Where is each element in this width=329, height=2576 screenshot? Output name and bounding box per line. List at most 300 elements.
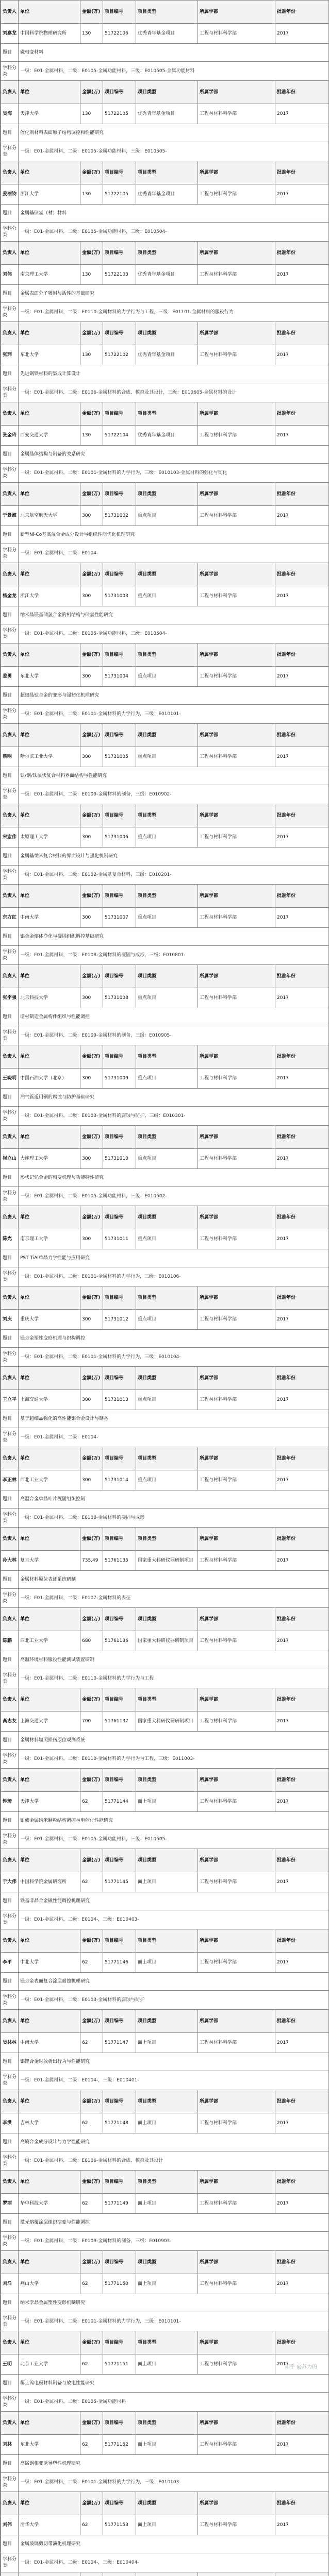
header-code <box>103 2572 136 2576</box>
header-year: 批准年份 <box>275 242 329 265</box>
discipline-label: 学科分类 <box>1 544 19 563</box>
project-title-row <box>1 124 329 142</box>
header-unit: 单位 <box>19 885 80 908</box>
project-applicant-row <box>1 1229 329 1249</box>
title-label: 题目 <box>1 848 19 866</box>
leader: 杨金龙 <box>1 586 19 606</box>
header-amount: 金额(万) <box>80 1608 103 1631</box>
header-year: 批准年份 <box>275 804 329 827</box>
amount: 300 <box>80 827 103 848</box>
department: 工程与材料科学部 <box>198 1551 275 1571</box>
header-amount: 金额(万) <box>80 1688 103 1711</box>
department: 工程与材料科学部 <box>198 1631 275 1651</box>
project-applicant-row <box>1 908 329 928</box>
amount: 300 <box>80 1149 103 1169</box>
project-title-row <box>1 2133 329 2151</box>
header-unit: 单位 <box>19 1608 80 1631</box>
header-type: 项目类型 <box>136 2412 198 2435</box>
header-leader: 负责人 <box>1 2090 19 2113</box>
project-type: 面上项目 <box>136 1953 198 1973</box>
discipline-label: 学科分类 <box>1 785 19 804</box>
project-header-row <box>1 81 329 104</box>
header-amount: 金额(万) <box>80 643 103 667</box>
year: 2017 <box>275 104 329 124</box>
project-code: 51731009 <box>103 1069 136 1089</box>
unit: 东北大学 <box>19 345 80 365</box>
header-unit: 单位 <box>19 161 80 184</box>
year: 2017 <box>275 2435 329 2455</box>
header-type: 项目类型 <box>136 804 198 827</box>
project-code: 51771148 <box>103 2113 136 2133</box>
year: 2017 <box>275 908 329 928</box>
header-unit: 单位 <box>19 1447 80 1470</box>
year: 2017 <box>275 1711 329 1732</box>
project-title-row <box>1 2053 329 2071</box>
discipline: 一级：E01-金属材料，二级：E0105-金属功能材料，三级：E010504- <box>19 223 329 242</box>
title-label: 题目 <box>1 1410 19 1428</box>
project-title-row <box>1 205 329 223</box>
header-leader <box>1 2572 19 2576</box>
header-type: 项目类型 <box>136 1608 198 1631</box>
project-type: 重点项目 <box>136 1390 198 1410</box>
title-label: 题目 <box>1 1651 19 1669</box>
project-type: 重点项目 <box>136 667 198 687</box>
header-type: 项目类型 <box>136 2251 198 2274</box>
header-unit: 单位 <box>19 804 80 827</box>
unit: 天津大学 <box>19 104 80 124</box>
discipline-label: 学科分类 <box>1 464 19 483</box>
unit: 浙江大学 <box>19 184 80 205</box>
header-amount: 金额(万) <box>80 402 103 426</box>
project-type: 国家重大科研仪器研制项目 <box>136 1711 198 1732</box>
project-applicant-row <box>1 1069 329 1089</box>
header-amount: 金额(万) <box>80 1849 103 1872</box>
department: 工程与材料科学部 <box>198 908 275 928</box>
discipline: 一级：E01-金属材料，二级：E0104-，三级：E010401- <box>19 2071 329 2090</box>
amount: 62 <box>80 2435 103 2455</box>
discipline-label: 学科分类 <box>1 2232 19 2251</box>
department: 工程与材料科学部 <box>198 747 275 767</box>
project-title: 高温合金单晶叶片凝固组织控制 <box>19 1490 329 1509</box>
header-type: 项目类型 <box>136 1126 198 1149</box>
project-applicant-row <box>1 1792 329 1812</box>
discipline: 一级：E01-金属材料，二级：E0110-金属材料的力学行为与工程，三级：E01101-金属材料的服役行为 <box>19 303 329 322</box>
amount: 130 <box>80 24 103 44</box>
project-title: 铁基非晶合金磁性能调控机理研究 <box>19 1892 329 1910</box>
watermark: 知乎 @苏力的 <box>285 2362 317 2370</box>
amount: 62 <box>80 2274 103 2294</box>
header-amount: 金额(万) <box>80 563 103 586</box>
project-type: 面上项目 <box>136 1792 198 1812</box>
project-applicant-row <box>1 184 329 205</box>
header-dept: 所属学部 <box>198 1608 275 1631</box>
project-header-row <box>1 2171 329 2194</box>
project-title: 金属晶体结构与制备的关系研究 <box>19 446 329 464</box>
unit: 中国石油大学（北京） <box>19 1069 80 1089</box>
header-amount: 金额(万) <box>80 81 103 104</box>
header-unit: 单位 <box>19 322 80 345</box>
project-type: 国家重大科研仪器研制项目 <box>136 1631 198 1651</box>
header-unit: 单位 <box>19 643 80 667</box>
project-code: 51771147 <box>103 2033 136 2053</box>
year: 2017 <box>275 988 329 1008</box>
header-code: 项目编号 <box>103 2412 136 2435</box>
header-amount: 金额(万) <box>80 2090 103 2113</box>
year: 2017 <box>275 265 329 285</box>
leader: 刘伟 <box>1 2515 19 2535</box>
amount: 62 <box>80 2515 103 2535</box>
project-applicant-row <box>1 24 329 44</box>
discipline: 一级：E01-金属材料，二级：E0101-金属材料的力学行为，三级：E010103-金属材料的强化与韧化 <box>19 464 329 483</box>
project-applicant-row <box>1 1390 329 1410</box>
project-title-row <box>1 365 329 383</box>
year: 2017 <box>275 1310 329 1330</box>
project-title: 基于超细晶强化的高性能铝合金设计与制备 <box>19 1410 329 1428</box>
leader: 陈光 <box>1 1229 19 1249</box>
header-leader: 负责人 <box>1 402 19 426</box>
amount: 62 <box>80 1953 103 1973</box>
discipline: 一级：E01-金属材料，二级：E0108-金属材料的凝固与成形，三级：E010801- <box>19 946 329 965</box>
year: 2017 <box>275 1069 329 1089</box>
project-title-row <box>1 1249 329 1267</box>
header-dept: 所属学部 <box>198 2331 275 2354</box>
header-code: 项目编号 <box>103 1126 136 1149</box>
project-type: 重点项目 <box>136 1470 198 1490</box>
year: 2017 <box>275 345 329 365</box>
header-unit: 单位 <box>19 1929 80 1953</box>
project-title: 金属表面分子吸附与活性的基础研究 <box>19 285 329 303</box>
department: 工程与材料科学部 <box>198 827 275 848</box>
department: 工程与材料科学部 <box>198 345 275 365</box>
project-applicant-row <box>1 506 329 526</box>
project-applicant-row <box>1 667 329 687</box>
header-year: 批准年份 <box>275 1206 329 1229</box>
header-dept: 所属学部 <box>198 1045 275 1069</box>
header-code: 项目编号 <box>103 483 136 506</box>
department: 工程与材料科学部 <box>198 2274 275 2294</box>
project-code: 51771152 <box>103 2435 136 2455</box>
header-unit: 单位 <box>19 2010 80 2033</box>
header-amount: 金额(万) <box>80 2492 103 2515</box>
department: 工程与材料科学部 <box>198 1470 275 1490</box>
amount: 130 <box>80 265 103 285</box>
project-title: 金属基纳米复合材料的界面设计与强化机制研究 <box>19 848 329 866</box>
header-year: 批准年份 <box>275 1929 329 1953</box>
discipline-label: 学科分类 <box>1 2151 19 2171</box>
header-amount: 金额(万) <box>80 965 103 988</box>
header-type: 项目类型 <box>136 402 198 426</box>
header-dept: 所属学部 <box>198 1849 275 1872</box>
project-discipline-row <box>1 624 329 643</box>
project-code: 51722103 <box>103 265 136 285</box>
project-applicant-row <box>1 2113 329 2133</box>
project-applicant-row <box>1 1470 329 1490</box>
discipline-label: 学科分类 <box>1 1750 19 1769</box>
project-code: 51731010 <box>103 1149 136 1169</box>
unit: 西北工业大学 <box>19 1631 80 1651</box>
header-unit: 单位 <box>19 563 80 586</box>
project-title: 超细晶钛合金的变形与强韧化机理研究 <box>19 687 329 705</box>
header-leader: 负责人 <box>1 1849 19 1872</box>
title-label: 题目 <box>1 2214 19 2232</box>
header-leader: 负责人 <box>1 2492 19 2515</box>
project-title: 金属材料辐照损伤原位观测系统 <box>19 1732 329 1750</box>
project-code: 51731014 <box>103 1470 136 1490</box>
header-leader: 负责人 <box>1 2251 19 2274</box>
project-header-row <box>1 322 329 345</box>
project-applicant-row <box>1 1872 329 1892</box>
project-discipline-row <box>1 2393 329 2412</box>
leader: 于景海 <box>1 506 19 526</box>
header-year: 批准年份 <box>275 724 329 747</box>
discipline-label: 学科分类 <box>1 1187 19 1206</box>
header-amount: 金额(万) <box>80 1769 103 1792</box>
project-title-row <box>1 767 329 785</box>
project-header-row <box>1 724 329 747</box>
project-header-row <box>1 1688 329 1711</box>
amount: 300 <box>80 667 103 687</box>
project-type: 重点项目 <box>136 1069 198 1089</box>
title-label: 题目 <box>1 2133 19 2151</box>
header-type: 项目类型 <box>136 1688 198 1711</box>
header-dept: 所属学部 <box>198 965 275 988</box>
project-discipline-row <box>1 1830 329 1849</box>
discipline: 一级：E01-金属材料，二级：E0104- <box>19 544 329 563</box>
discipline: 一级：E01-金属材料，二级：E0101-金属材料的力学行为，三级：E010104- <box>19 1348 329 1367</box>
header-amount: 金额(万) <box>80 1286 103 1310</box>
project-title-row <box>1 1892 329 1910</box>
project-applicant-row <box>1 426 329 446</box>
header-leader: 负责人 <box>1 242 19 265</box>
project-header-row <box>1 2010 329 2033</box>
project-discipline-row <box>1 1669 329 1688</box>
header-leader: 负责人 <box>1 483 19 506</box>
header-dept: 所属学部 <box>198 1206 275 1229</box>
header-unit: 单位 <box>19 2090 80 2113</box>
project-title: 高锰钢相变诱导塑性机理研究 <box>19 2455 329 2473</box>
project-title-row <box>1 606 329 624</box>
project-header-row <box>1 242 329 265</box>
project-applicant-row <box>1 2515 329 2535</box>
unit: 中国科学院物理研究所 <box>19 24 80 44</box>
amount: 300 <box>80 908 103 928</box>
title-label: 题目 <box>1 1490 19 1509</box>
project-code: 51771151 <box>103 2354 136 2375</box>
project-title: 磁相变材料 <box>19 44 329 62</box>
department: 工程与材料科学部 <box>198 988 275 1008</box>
project-header-row <box>1 2572 329 2576</box>
header-code: 项目编号 <box>103 1769 136 1792</box>
header-year: 批准年份 <box>275 2492 329 2515</box>
discipline: 一级：E01-金属材料，二级：E0105-金属功能材料，三级：E010504- <box>19 624 329 643</box>
project-discipline-row <box>1 303 329 322</box>
project-type: 重点项目 <box>136 747 198 767</box>
header-amount: 金额(万) <box>80 1367 103 1390</box>
header-leader: 负责人 <box>1 1367 19 1390</box>
project-code: 51761136 <box>103 1631 136 1651</box>
project-type: 重点项目 <box>136 586 198 606</box>
leader: 高志友 <box>1 1711 19 1732</box>
header-leader: 负责人 <box>1 81 19 104</box>
project-header-row <box>1 885 329 908</box>
header-amount: 金额(万) <box>80 724 103 747</box>
department: 工程与材料科学部 <box>198 1310 275 1330</box>
header-code: 项目编号 <box>103 242 136 265</box>
header-code: 项目编号 <box>103 1045 136 1069</box>
project-applicant-row <box>1 2354 329 2375</box>
header-leader: 负责人 <box>1 1 19 24</box>
project-header-row <box>1 1929 329 1953</box>
unit: 东北大学 <box>19 2435 80 2455</box>
department: 工程与材料科学部 <box>198 2515 275 2535</box>
header-type: 项目类型 <box>136 1447 198 1470</box>
header-unit: 单位 <box>19 965 80 988</box>
header-year: 批准年份 <box>275 563 329 586</box>
discipline-label: 学科分类 <box>1 142 19 161</box>
header-amount <box>80 2572 103 2576</box>
discipline: 一级：E01-金属材料，二级：E0110-金属材料的力学行为与工程，三级：E011003- <box>19 1750 329 1769</box>
year: 2017 <box>275 586 329 606</box>
header-year <box>275 2572 329 2576</box>
header-leader: 负责人 <box>1 965 19 988</box>
discipline: 一级：E01-金属材料，二级：E0105-金属功能材料，三级：E010505- <box>19 142 329 161</box>
department: 工程与材料科学部 <box>198 2113 275 2133</box>
project-applicant-row <box>1 2435 329 2455</box>
unit: 上海交通大学 <box>19 1390 80 1410</box>
year: 2017 <box>275 2354 329 2375</box>
header-type: 项目类型 <box>136 1929 198 1953</box>
project-applicant-row <box>1 265 329 285</box>
project-discipline-row <box>1 1348 329 1367</box>
project-discipline-row <box>1 62 329 81</box>
project-title: 铂族金属纳米颗粒结构调控与电催化性能研究 <box>19 1812 329 1830</box>
year: 2017 <box>275 1953 329 1973</box>
header-unit: 单位 <box>19 1206 80 1229</box>
amount: 700 <box>80 1711 103 1732</box>
discipline: 一级：E01-金属材料，二级：E0109-金属材料的制备，三级：E010905- <box>19 1026 329 1045</box>
project-code: 51731003 <box>103 586 136 606</box>
header-unit: 单位 <box>19 1045 80 1069</box>
project-type: 重点项目 <box>136 988 198 1008</box>
title-label: 题目 <box>1 1008 19 1026</box>
header-type: 项目类型 <box>136 81 198 104</box>
amount: 300 <box>80 1310 103 1330</box>
project-type: 重点项目 <box>136 908 198 928</box>
header-year: 批准年份 <box>275 161 329 184</box>
project-title: 金属材料原位表征系统研制 <box>19 1571 329 1589</box>
project-code: 51761135 <box>103 1551 136 1571</box>
department: 工程与材料科学部 <box>198 265 275 285</box>
header-dept: 所属学部 <box>198 161 275 184</box>
project-applicant-row <box>1 827 329 848</box>
amount: 62 <box>80 2354 103 2375</box>
project-title: PST TiAl单晶力学性能与应用研究 <box>19 1249 329 1267</box>
header-year: 批准年份 <box>275 2090 329 2113</box>
project-header-row <box>1 1 329 24</box>
unit: 上海交通大学 <box>19 1711 80 1732</box>
department: 工程与材料科学部 <box>198 586 275 606</box>
project-discipline-row <box>1 1267 329 1286</box>
project-code: 51731006 <box>103 827 136 848</box>
title-label: 题目 <box>1 124 19 142</box>
project-title-row <box>1 1330 329 1348</box>
header-code: 项目编号 <box>103 1367 136 1390</box>
unit: 西安交通大学 <box>19 426 80 446</box>
header-leader: 负责人 <box>1 804 19 827</box>
leader: 蔡明 <box>1 747 19 767</box>
project-title: 纳米孪晶金属塑性变形机制研究 <box>19 2294 329 2312</box>
project-title-row <box>1 1732 329 1750</box>
title-label: 题目 <box>1 2294 19 2312</box>
header-unit: 单位 <box>19 2492 80 2515</box>
header-unit: 单位 <box>19 402 80 426</box>
header-year: 批准年份 <box>275 1769 329 1792</box>
project-title-row <box>1 687 329 705</box>
project-header-row <box>1 2331 329 2354</box>
unit: 中北大学 <box>19 1953 80 1973</box>
project-type: 面上项目 <box>136 2515 198 2535</box>
discipline: 一级：E01-金属材料，二级：E0109-金属材料的制备，三级：E010902- <box>19 785 329 804</box>
project-title-row <box>1 1008 329 1026</box>
title-label: 题目 <box>1 2053 19 2071</box>
header-type: 项目类型 <box>136 1045 198 1069</box>
header-unit: 单位 <box>19 2171 80 2194</box>
discipline-label: 学科分类 <box>1 705 19 724</box>
project-header-row <box>1 1769 329 1792</box>
header-amount: 金额(万) <box>80 1528 103 1551</box>
header-code: 项目编号 <box>103 322 136 345</box>
header-amount: 金额(万) <box>80 1447 103 1470</box>
project-type: 重点项目 <box>136 1229 198 1249</box>
project-title-row <box>1 1410 329 1428</box>
project-header-row <box>1 2251 329 2274</box>
project-code: 51731013 <box>103 1390 136 1410</box>
amount: 300 <box>80 1229 103 1249</box>
header-leader: 负责人 <box>1 1528 19 1551</box>
title-label: 题目 <box>1 1571 19 1589</box>
header-unit: 单位 <box>19 1 80 24</box>
leader: 张玮 <box>1 345 19 365</box>
header-unit: 单位 <box>19 724 80 747</box>
year: 2017 <box>275 2113 329 2133</box>
header-unit: 单位 <box>19 2412 80 2435</box>
project-header-row <box>1 402 329 426</box>
project-code: 51722104 <box>103 426 136 446</box>
project-title: 金属玻璃剪切带演化机理研究 <box>19 2535 329 2553</box>
grant-table <box>1 0 329 2576</box>
project-title: 铝合金熔体净化与凝固组织调控基础研究 <box>19 928 329 946</box>
project-discipline-row <box>1 464 329 483</box>
unit: 南京理工大学 <box>19 1229 80 1249</box>
header-amount: 金额(万) <box>80 2412 103 2435</box>
header-leader: 负责人 <box>1 1447 19 1470</box>
unit: 中南大学 <box>19 2033 80 2053</box>
grant-table-body <box>1 1 329 2576</box>
discipline: 一级：E01-金属材料，二级：E0101-金属材料的力学行为，三级：E010101- <box>19 2312 329 2331</box>
header-type: 项目类型 <box>136 1367 198 1390</box>
project-discipline-row <box>1 2151 329 2171</box>
year: 2017 <box>275 1631 329 1651</box>
year: 2017 <box>275 2274 329 2294</box>
header-dept: 所属学部 <box>198 643 275 667</box>
discipline-label: 学科分类 <box>1 1589 19 1608</box>
project-applicant-row <box>1 988 329 1008</box>
discipline-label: 学科分类 <box>1 1910 19 1929</box>
header-type: 项目类型 <box>136 643 198 667</box>
header-dept: 所属学部 <box>198 1528 275 1551</box>
header-type: 项目类型 <box>136 322 198 345</box>
header-code: 项目编号 <box>103 1286 136 1310</box>
